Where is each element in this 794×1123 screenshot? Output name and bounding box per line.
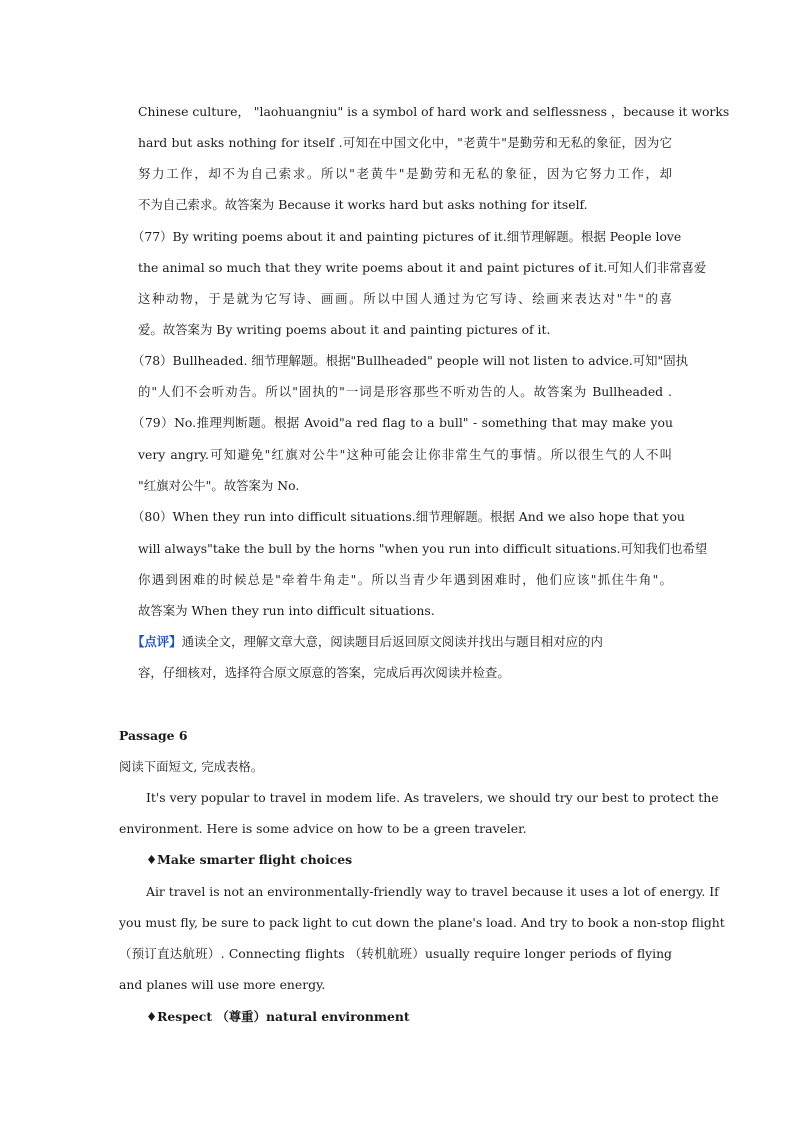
passage-paragraph-line: environment. Here is some advice on how to be a green traveler. — [119, 821, 527, 836]
passage-paragraph-line: Air travel is not an environmentally-friendly way to travel because it uses a lot of energy. If — [146, 884, 719, 899]
section-heading: ♦Respect （尊重）natural environment — [146, 1009, 410, 1024]
answer-line: 你遇到困难的时候总是"牵着牛角走"。所以当青少年遇到困难时，他们应该"抓住牛角"。 — [138, 572, 672, 587]
answer-79: （79）No.推理判断题。根据 Avoid"a red flag to a bull" - something that may make you — [132, 415, 673, 430]
answer-line: 不为自己索求。故答案为 Because it works hard but asks nothing for itself. — [138, 197, 588, 212]
answer-line: very angry.可知避免"红旗对公牛"这种可能会让你非常生气的事情。所以很生气的人不叫 — [138, 447, 672, 462]
answer-80: （80）When they run into difficult situations.细节理解题。根据 And we also hope that you — [132, 509, 685, 524]
answer-line: will always"take the bull by the horns "when you run into difficult situations.可知我们也希望 — [138, 541, 708, 556]
passage-paragraph-line: （预订直达航班）. Connecting flights （转机航班）usually require longer periods of flying — [119, 946, 672, 961]
comment-line: 容，仔细核对，选择符合原文原意的答案，完成后再次阅读并检查。 — [138, 665, 510, 680]
answer-line: 爱。故答案为 By writing poems about it and painting pictures of it. — [138, 322, 551, 337]
comment-tag: 【点评】 — [132, 634, 182, 649]
answer-line: the animal so much that they write poems about it and paint pictures of it.可知人们非常喜爱 — [138, 260, 707, 275]
answer-line: 的"人们不会听劝告。所以"固执的"一词是形容那些不听劝告的人。故答案为 Bullheaded . — [138, 384, 672, 399]
answer-line: 故答案为 When they run into difficult situations. — [138, 603, 435, 618]
answer-line: 这种动物，于是就为它写诗、画画。所以中国人通过为它写诗、绘画来表达对"牛"的喜 — [138, 291, 672, 306]
answer-77: （77）By writing poems about it and painting pictures of it.细节理解题。根据 People love — [132, 229, 682, 244]
passage-paragraph-line: It's very popular to travel in modem life. As travelers, we should try our best to protect the — [146, 790, 719, 805]
answer-line: hard but asks nothing for itself .可知在中国文化中，"老黄牛"是勤劳和无私的象征，因为它 — [138, 135, 672, 150]
comment-text: 通读全文，理解文章大意，阅读题目后返回原文阅读并找出与题目相对应的内 — [181, 634, 603, 649]
comment-line — [132, 633, 603, 651]
answer-78: （78）Bullheaded. 细节理解题。根据"Bullheaded" people will not listen to advice.可知"固执 — [132, 353, 689, 368]
passage-title: Passage 6 — [119, 728, 188, 743]
answer-line: Chinese culture， "laohuangniu" is a symbol of hard work and selflessness ，because it works — [138, 104, 730, 119]
section-heading: ♦Make smarter flight choices — [146, 852, 353, 867]
answer-line: "红旗对公牛"。故答案为 No. — [138, 478, 300, 493]
passage-paragraph-line: and planes will use more energy. — [119, 977, 326, 992]
passage-paragraph-line: you must fly, be sure to pack light to cut down the plane's load. And try to book a non-stop flight — [119, 915, 725, 930]
passage-instruction: 阅读下面短文, 完成表格。 — [119, 759, 264, 774]
answer-line: 努力工作，却不为自己索求。所以"老黄牛"是勤劳和无私的象征，因为它努力工作，却 — [138, 166, 672, 181]
